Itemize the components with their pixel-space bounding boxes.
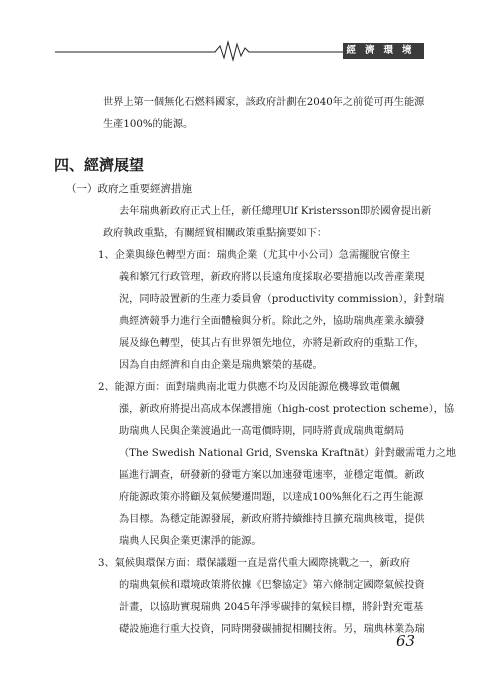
list-item-line: （The Swedish National Grid, Svenska Kraftnät）針對嚴需電力之地 <box>119 448 457 459</box>
list-item-line: 計畫，以協助實現瑞典 2045年淨零碳排的氣候目標，將針對充電基 <box>119 602 424 613</box>
list-item-line: 礎設施進行重大投資，同時開發碳捕捉相關技術。另，瑞典林業為瑞 <box>119 624 425 635</box>
section-heading: 四、經濟展望 <box>54 156 145 174</box>
header-section-label: 經濟環境 <box>343 43 424 59</box>
intro-line: 生產100%的能源。 <box>103 119 194 130</box>
list-item-line: 義和繁冗行政管理，新政府將以長遠角度採取必要措施以改善產業現 <box>119 272 425 283</box>
list-item-line: 2、能源方面：面對瑞典南北電力供應不均及因能源危機導致電價飆 <box>98 382 400 393</box>
list-item-line: 因為自由經濟和自由企業是瑞典繁榮的基礎。 <box>119 360 323 371</box>
page-number: 63 <box>396 632 416 650</box>
list-item-line: 1、企業與綠色轉型方面：瑞典企業（尤其中小公司）急需擺脫官僚主 <box>98 250 411 261</box>
subsection-heading: （一）政府之重要經濟措施 <box>66 183 192 195</box>
list-item-line: 府能源政策亦將顧及氣候變遷問題，以達成100%無化石之再生能源 <box>119 492 424 503</box>
list-item-line: 3、氣候與環保方面：環保議題一直是當代重大國際挑戰之一，新政府 <box>98 558 411 569</box>
list-item-line: 助瑞典人民與企業渡過此一高電價時期，同時將責成瑞典電網局 <box>119 426 405 437</box>
list-item-line: 為目標。為穩定能源發展，新政府將持續維持且擴充瑞典核電，提供 <box>119 514 425 525</box>
list-item-line: 典經濟競爭力進行全面體檢與分析。除此之外，協助瑞典產業永續發 <box>119 316 425 327</box>
list-item-line: 瑞典人民與企業更潔淨的能源。 <box>119 536 262 547</box>
list-item-line: 區進行調查，研發新的發電方案以加速發電速率，並穩定電價。新政 <box>119 470 425 481</box>
paragraph-line: 去年瑞典新政府正式上任，新任總理Ulf Kristersson即於國會提出新 <box>119 206 432 217</box>
list-item-line: 況，同時設置新的生產力委員會（productivity commission），針對瑞 <box>119 294 445 305</box>
list-item-line: 的瑞典氣候和環境政策將依據《巴黎協定》第六條制定國際氣候投資 <box>119 580 425 591</box>
running-header <box>55 38 424 64</box>
intro-line: 世界上第一個無化石燃料國家，該政府計劃在2040年之前從可再生能源 <box>103 97 425 108</box>
list-item-line: 展及綠色轉型，使其占有世界領先地位，亦將是新政府的重點工作， <box>119 338 425 349</box>
paragraph-line: 政府執政重點，有關經貿相關政策重點摘要如下： <box>103 228 328 239</box>
list-item-line: 漲，新政府將提出高成本保護措施（high-cost protection scheme），協 <box>119 404 455 415</box>
